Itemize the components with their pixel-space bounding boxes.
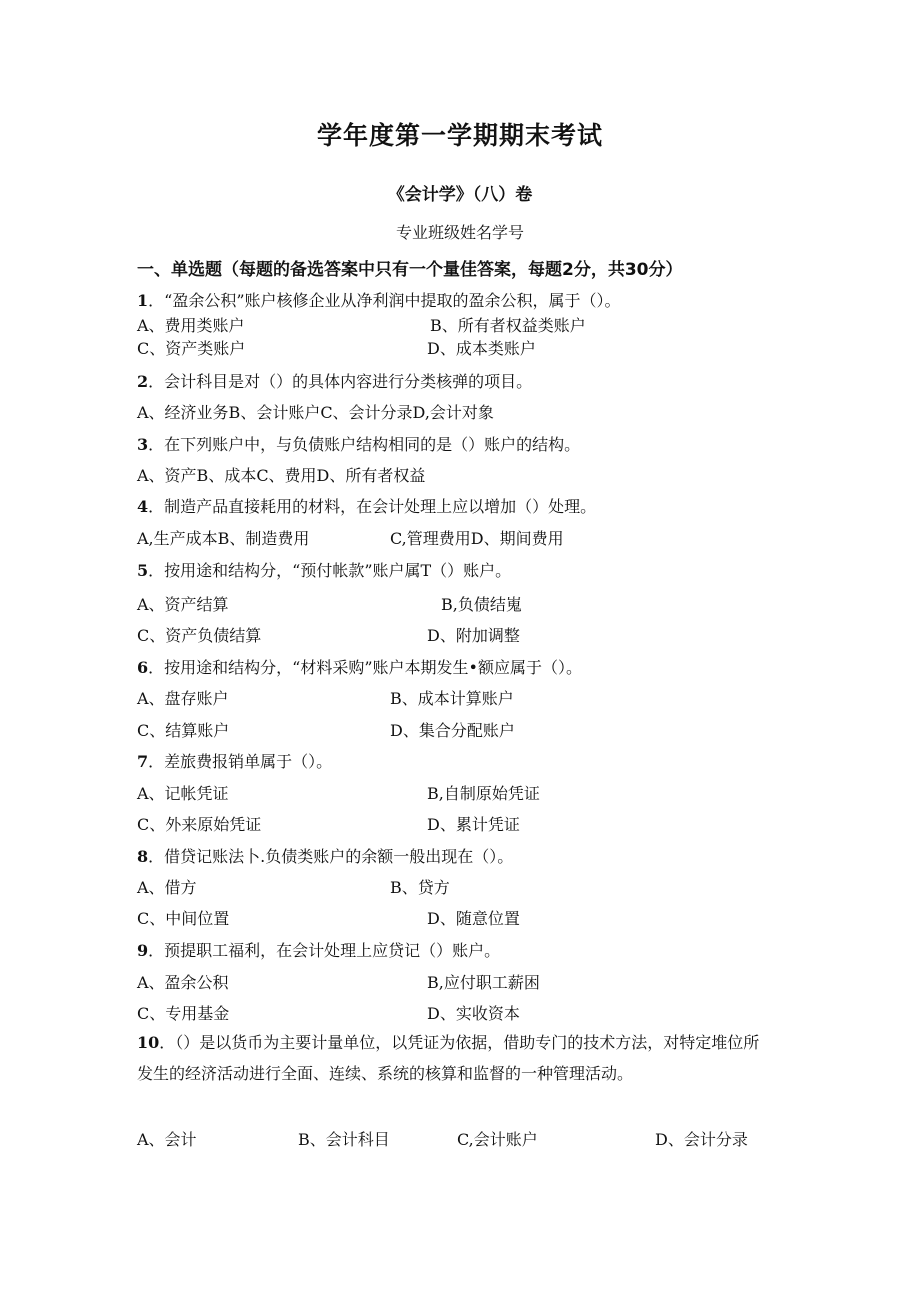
question-text: ．会计科目是对（）的具体内容进行分类核弹的项目。 xyxy=(148,372,533,391)
option-c: C、外来原始凭证 xyxy=(137,815,262,834)
option-cd: C,管理费用D、期间费用 xyxy=(390,529,564,548)
question-6 xyxy=(137,655,582,678)
option-b: B,自制原始凭证 xyxy=(427,784,540,803)
option-c: C、结算账户 xyxy=(137,721,230,740)
option-a: A、费用类账户 xyxy=(137,316,245,335)
option-b: B、会计科目 xyxy=(298,1130,390,1149)
option-d: D、附加调整 xyxy=(427,626,520,645)
question-9 xyxy=(137,938,500,961)
option-d: D、实收资本 xyxy=(427,1004,520,1023)
question-1 xyxy=(137,288,621,311)
option-c: C、资产类账户 xyxy=(137,339,246,358)
option-b: B、成本计算账户 xyxy=(390,689,514,708)
page-title: 学年度第一学期期末考试 xyxy=(316,121,603,150)
question-text: ．在下列账户中，与负债账户结构相同的是（）账户的结构。 xyxy=(148,435,581,454)
question-number: 9 xyxy=(137,941,149,960)
question-number: 8 xyxy=(137,847,149,866)
question-number: 1 xyxy=(137,291,149,310)
option-b: B,负债结嵬 xyxy=(441,595,522,614)
question-10 xyxy=(137,1027,773,1089)
option-c: C、资产负债结算 xyxy=(137,626,262,645)
option-d: D、会计分录 xyxy=(655,1130,748,1149)
question-text: ．“盈余公积”账户核修企业从净利润中提取的盈余公积，属于（）。 xyxy=(148,291,621,310)
student-info-line: 专业班级姓名学号 xyxy=(395,223,524,242)
option-d: D、累计凭证 xyxy=(427,815,520,834)
question-5 xyxy=(137,558,511,581)
question-text: ．制造产品直接耗用的材料，在会计处理上应以增加（）处理。 xyxy=(148,497,597,516)
option-d: D、随意位置 xyxy=(427,909,520,928)
question-text: ．差旅费报销单属于（）。 xyxy=(148,752,333,771)
question-text: ．按用途和结构分，“预付帐款”账户属T（）账户。 xyxy=(148,561,512,580)
options-line: A、经济业务B、会计账户C、会计分录D,会计对象 xyxy=(137,403,494,422)
question-number: 2 xyxy=(137,372,149,391)
question-number: 6 xyxy=(137,658,149,677)
question-text: ．按用途和结构分，“材料采购”账户本期发生•额应属于（）。 xyxy=(148,658,582,677)
question-8 xyxy=(137,844,513,867)
exam-subtitle: 《会计学》（八）卷 xyxy=(387,185,533,205)
question-number: 7 xyxy=(137,752,149,771)
option-c: C、专用基金 xyxy=(137,1004,230,1023)
option-a: A、会计 xyxy=(137,1130,197,1149)
options-line: A、资产B、成本C、费用D、所有者权益 xyxy=(137,466,426,485)
option-b: B、所有者权益类账户 xyxy=(430,316,586,335)
option-d: D、成本类账户 xyxy=(427,339,536,358)
option-a: A、资产结算 xyxy=(137,595,229,614)
question-number: 3 xyxy=(137,435,149,454)
option-d: D、集合分配账户 xyxy=(390,721,515,740)
question-7 xyxy=(137,749,332,772)
question-4 xyxy=(137,494,596,517)
option-a: A、盘存账户 xyxy=(137,689,229,708)
question-text: ．（）是以货币为主要计量单位，以凭证为依据，借助专门的技术方法，对特定堆位所发生的经济活动进行全面、连续、系统的核算和监督的一种管理活动。 xyxy=(137,1033,760,1083)
option-c: C,会计账户 xyxy=(457,1130,538,1149)
option-b: B,应付职工薪困 xyxy=(427,973,540,992)
option-ab: A,生产成本B、制造费用 xyxy=(137,529,310,548)
question-number: 4 xyxy=(137,497,149,516)
question-3 xyxy=(137,432,580,455)
option-a: A、借方 xyxy=(137,878,197,897)
section-heading: 一、单选题（每题的备选答案中只有一个量佳答案，每题2分，共30分） xyxy=(137,260,683,280)
option-b: B、贷方 xyxy=(390,878,450,897)
question-text: ．借贷记账法卜.负债类账户的余额一般出现在（）。 xyxy=(148,847,514,866)
question-number: 5 xyxy=(137,561,149,580)
question-2 xyxy=(137,369,532,392)
question-number: 10 xyxy=(137,1033,160,1052)
option-a: A、盈余公积 xyxy=(137,973,229,992)
option-a: A、记帐凭证 xyxy=(137,784,229,803)
question-text: ．预提职工福利，在会计处理上应贷记（）账户。 xyxy=(148,941,501,960)
option-c: C、中间位置 xyxy=(137,909,230,928)
